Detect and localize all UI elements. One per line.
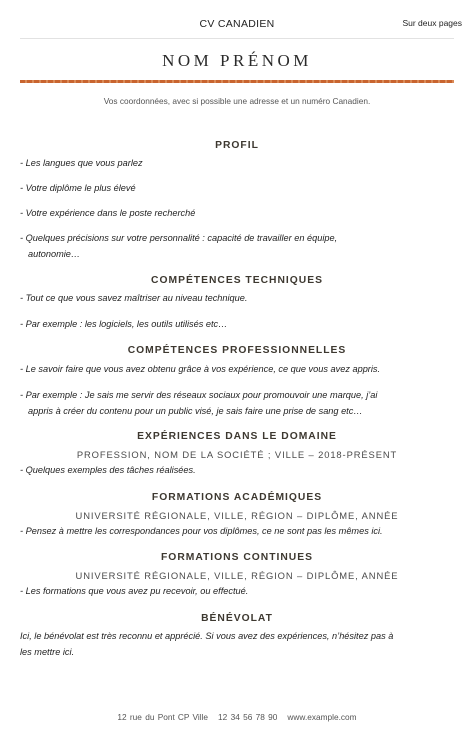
footer-website[interactable]: www.example.com [287,712,357,722]
list-item: les mettre ici. [20,647,75,657]
list-item: - Tout ce que vous savez maîtriser au niveau technique. [20,293,248,303]
document-title: CV CANADIEN [199,18,275,30]
list-item: - Quelques exemples des tâches réalisées. [20,465,196,475]
candidate-name: NOM PRÉNOM [162,51,312,70]
section-title-benevolat: BÉNÉVOLAT [201,613,273,624]
list-item: - Votre diplôme le plus élevé [20,183,136,193]
list-item: autonomie… [28,249,81,259]
section-title-competences-professionnelles: COMPÉTENCES PROFESSIONNELLES [127,345,347,356]
section-title-profil: PROFIL [215,140,259,151]
formation-continue-subtitle: UNIVERSITÉ RÉGIONALE, VILLE, RÉGION – DIPLÔME, ANNÉE [75,570,399,581]
footer-address: 12 rue du Pont [117,712,175,722]
section-title-formations-academiques: FORMATIONS ACADÉMIQUES [151,492,323,503]
list-item: - Pensez à mettre les correspondances pour vos diplômes, ce ne sont pas les mêmes ici. [20,526,383,536]
list-item: appris à créer du contenu pour un public visé, je sais faire une prise de sang etc… [28,406,363,416]
list-item: - Votre expérience dans le poste recherché [20,208,196,218]
list-item: - Le savoir faire que vous avez obtenu grâce à vos expérience, ce que vous avez appris. [20,364,381,374]
list-item: - Quelques précisions sur votre personnalité : capacité de travailler en équipe, [20,233,338,243]
section-title-formations-continues: FORMATIONS CONTINUES [161,552,313,563]
experience-subtitle: PROFESSION, NOM DE LA SOCIÉTÉ ; VILLE – 2018-PRÉSENT [76,449,398,460]
name-underline [20,80,454,83]
page-count-note: Sur deux pages [402,18,462,28]
list-item: - Par exemple : Je sais me servir des réseaux sociaux pour promouvoir une marque, j’ai [20,390,378,400]
header-divider [20,38,454,39]
footer [0,712,474,722]
list-item: - Les langues que vous parlez [20,158,143,168]
section-title-competences-techniques: COMPÉTENCES TECHNIQUES [151,275,323,286]
list-item: Ici, le bénévolat est très reconnu et apprécié. Si vous avez des expériences, n’hésitez pas à [20,631,394,641]
list-item: - Les formations que vous avez pu recevoir, ou effectué. [20,586,249,596]
contact-line: Vos coordonnées, avec si possible une adresse et un numéro Canadien. [103,96,371,106]
list-item: - Par exemple : les logiciels, les outils utilisés etc… [20,319,228,329]
footer-phone: 12 34 56 78 90 [218,712,278,722]
footer-city: CP Ville [177,712,209,722]
formation-subtitle: UNIVERSITÉ RÉGIONALE, VILLE, RÉGION – DIPLÔME, ANNÉE [75,510,399,521]
section-title-experiences: EXPÉRIENCES DANS LE DOMAINE [137,431,337,442]
